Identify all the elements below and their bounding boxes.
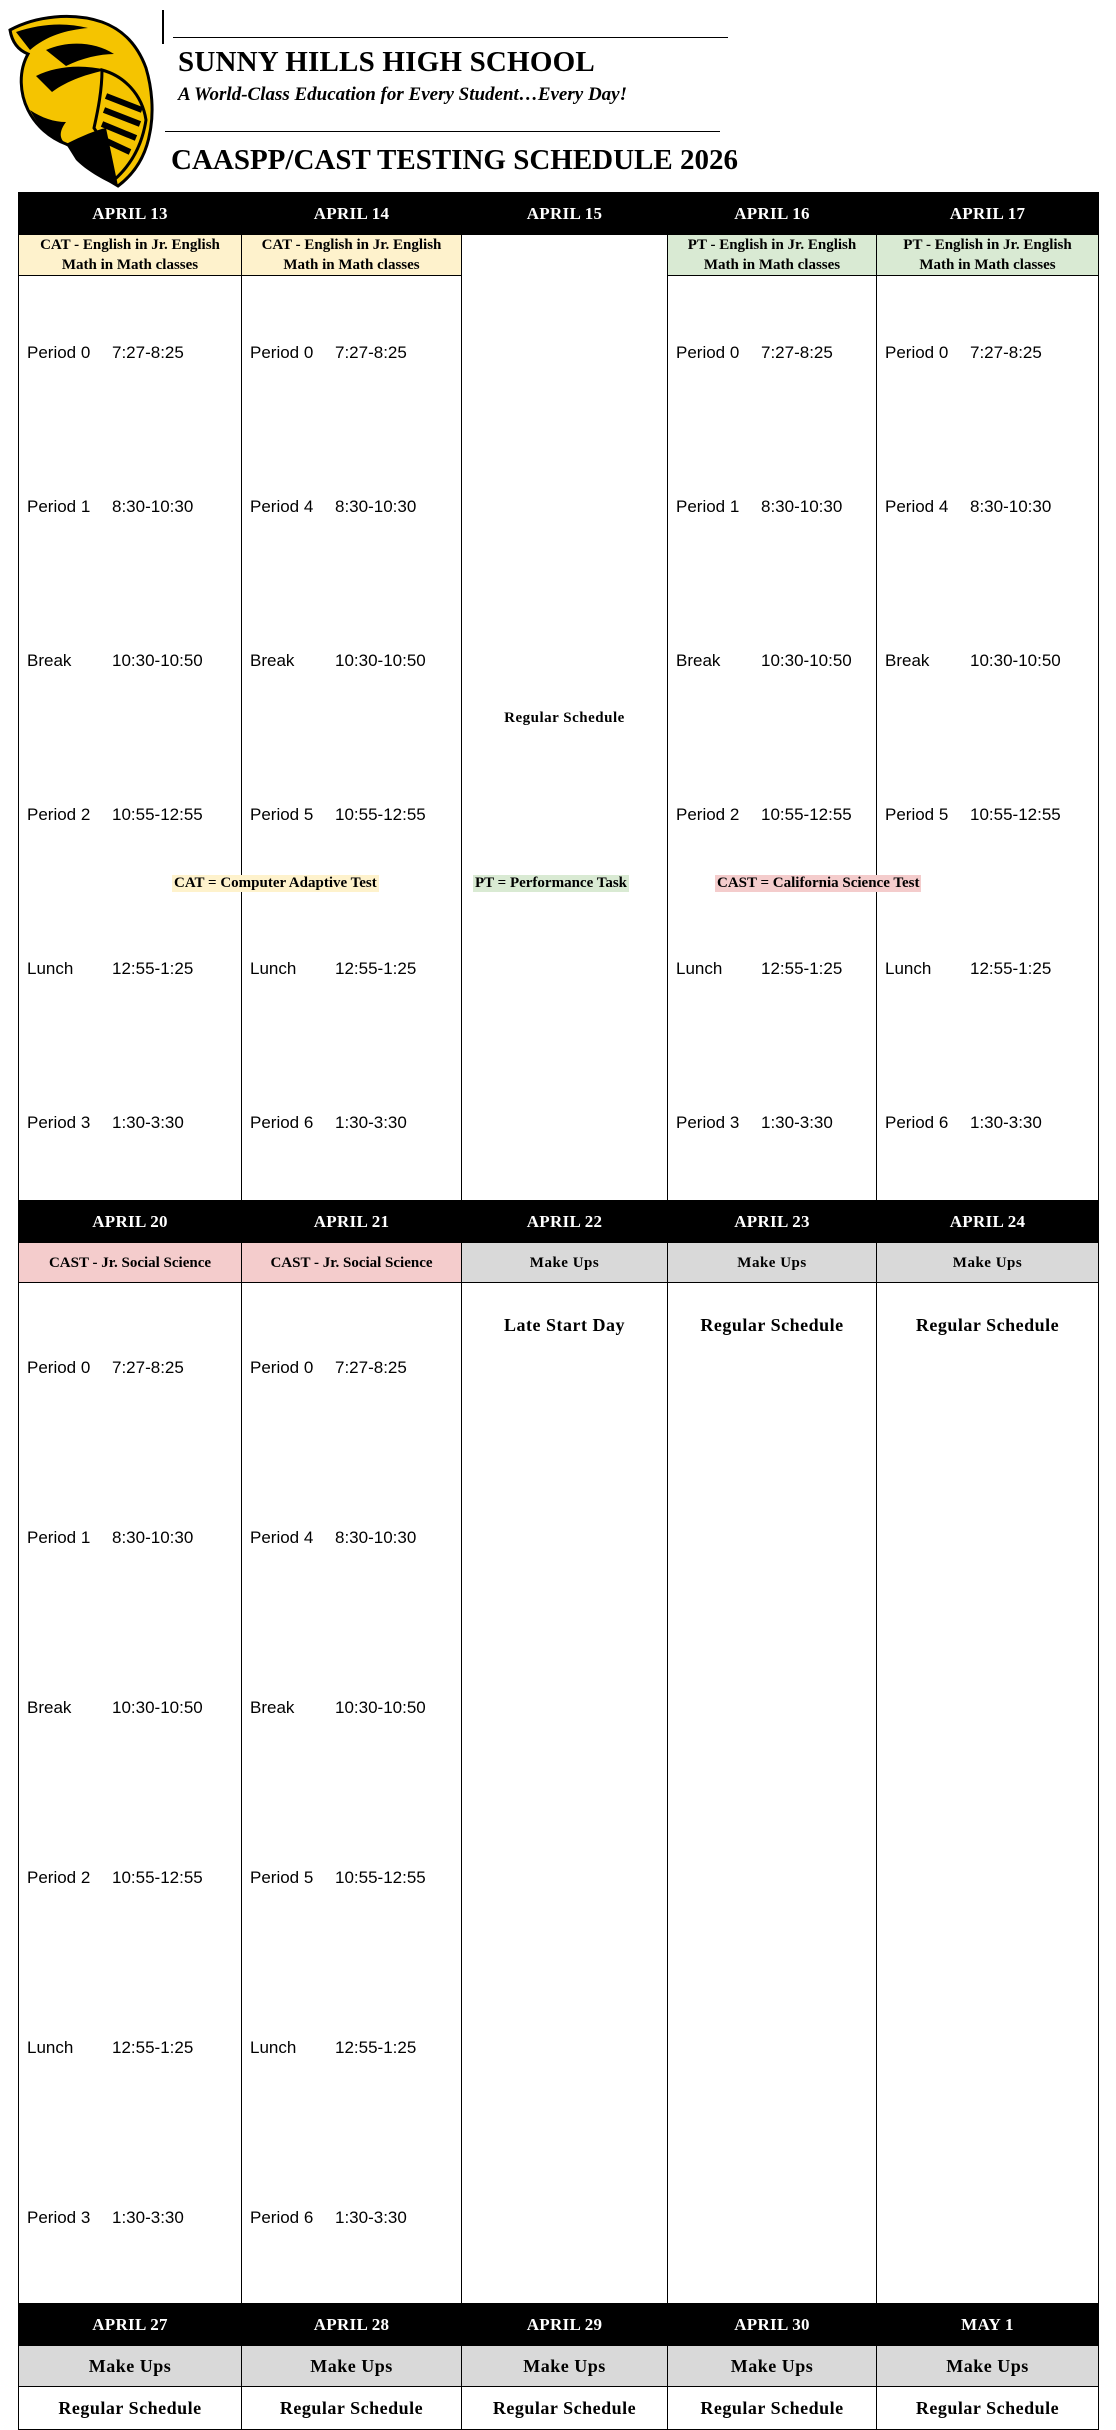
schedule-row xyxy=(877,276,1073,430)
test-line: Math in Math classes xyxy=(283,257,420,273)
schedule-row xyxy=(19,1046,215,1200)
makeups-cell: Make Ups xyxy=(462,1243,668,1283)
bell-schedule-cell xyxy=(19,276,242,1201)
period-time: 7:27-8:25 xyxy=(761,343,833,362)
regular-schedule-cell: Regular Schedule xyxy=(462,2387,668,2430)
test-line: Math in Math classes xyxy=(61,257,199,273)
regular-schedule-cell: Regular Schedule xyxy=(877,1283,1099,2304)
testing-schedule-table xyxy=(18,192,1099,2430)
period-time: 10:30-10:50 xyxy=(112,651,203,670)
period-label: Break xyxy=(885,651,930,670)
school-motto: A World-Class Education for Every Student…Every Day! xyxy=(178,84,627,105)
makeups-cell: Make Ups xyxy=(242,2346,462,2387)
period-time: 8:30-10:30 xyxy=(761,497,843,516)
period-label: Period 0 xyxy=(885,343,949,362)
period-time: 10:30-10:50 xyxy=(761,651,852,670)
schedule-row xyxy=(668,1046,864,1200)
test-cell-cat xyxy=(19,235,242,276)
bell-schedule xyxy=(668,276,864,1200)
period-time: 10:30-10:50 xyxy=(335,1698,426,1717)
schedule-row xyxy=(877,584,1073,738)
schedule-row xyxy=(242,738,438,892)
schedule-row xyxy=(877,738,1073,892)
period-time: 12:55-1:25 xyxy=(761,959,843,978)
date-header: APRIL 20 xyxy=(19,1201,242,1243)
schedule-row xyxy=(877,1046,1073,1200)
test-line: Math in Math classes xyxy=(919,257,1056,273)
date-header: APRIL 13 xyxy=(19,193,242,235)
schedule-row xyxy=(19,892,215,1046)
period-time: 10:55-12:55 xyxy=(335,1868,426,1887)
schedule-row xyxy=(242,1623,438,1793)
makeups-cell: Make Ups xyxy=(668,2346,877,2387)
schedule-row xyxy=(668,430,864,584)
period-time: 1:30-3:30 xyxy=(761,1113,833,1132)
test-line: PT - English in Jr. English xyxy=(687,237,857,253)
period-time: 8:30-10:30 xyxy=(970,497,1052,516)
schedule-row xyxy=(668,738,864,892)
schedule-row xyxy=(242,1453,438,1623)
schedule-row xyxy=(19,1453,215,1623)
schedule-row xyxy=(242,1963,438,2133)
date-header: APRIL 24 xyxy=(877,1201,1099,1243)
period-time: 10:55-12:55 xyxy=(335,805,426,824)
regular-schedule-cell: Regular Schedule xyxy=(19,2387,242,2430)
date-header: APRIL 16 xyxy=(668,193,877,235)
period-time: 10:30-10:50 xyxy=(112,1698,203,1717)
period-label: Lunch xyxy=(250,959,297,978)
makeups-cell: Make Ups xyxy=(19,2346,242,2387)
period-time: 10:55-12:55 xyxy=(112,805,203,824)
bell-schedule xyxy=(19,276,215,1200)
period-label: Period 0 xyxy=(27,1358,91,1377)
date-header: APRIL 27 xyxy=(19,2304,242,2346)
period-label: Break xyxy=(250,651,295,670)
period-label: Period 4 xyxy=(885,497,949,516)
test-line: Math in Math classes xyxy=(703,257,841,273)
knight-helmet-logo xyxy=(6,10,158,186)
schedule-row xyxy=(19,1283,215,1453)
period-time: 10:30-10:50 xyxy=(335,651,426,670)
regular-schedule-cell: Regular Schedule xyxy=(242,2387,462,2430)
period-label: Period 4 xyxy=(250,1528,314,1547)
schedule-row xyxy=(242,1793,438,1963)
schedule-row xyxy=(19,738,215,892)
regular-schedule-cell: Regular Schedule xyxy=(462,235,668,1201)
week-3-makeups-row xyxy=(19,2346,1099,2387)
period-label: Period 0 xyxy=(27,343,91,362)
bell-schedule-cell xyxy=(242,1283,462,2304)
date-header: APRIL 15 xyxy=(462,193,668,235)
period-label: Period 5 xyxy=(250,1868,314,1887)
date-header: APRIL 14 xyxy=(242,193,462,235)
period-label: Period 4 xyxy=(250,497,314,516)
period-label: Period 0 xyxy=(250,1358,314,1377)
regular-schedule-cell: Regular Schedule xyxy=(668,1283,877,2304)
bell-schedule-cell xyxy=(877,276,1099,1201)
period-time: 7:27-8:25 xyxy=(970,343,1042,362)
period-label: Lunch xyxy=(676,959,723,978)
test-line: PT - English in Jr. English xyxy=(903,237,1072,253)
test-cell-cast: CAST - Jr. Social Science xyxy=(242,1243,462,1283)
period-label: Period 1 xyxy=(676,497,740,516)
makeups-cell: Make Ups xyxy=(462,2346,668,2387)
period-label: Period 2 xyxy=(27,1868,91,1887)
header-bottom-rule xyxy=(165,131,720,132)
date-header: APRIL 23 xyxy=(668,1201,877,1243)
period-label: Period 1 xyxy=(27,497,91,516)
date-header: APRIL 22 xyxy=(462,1201,668,1243)
period-time: 7:27-8:25 xyxy=(112,1358,184,1377)
schedule-row xyxy=(19,276,215,430)
page-title: CAASPP/CAST TESTING SCHEDULE 2026 xyxy=(171,144,738,176)
week-2-schedule-row xyxy=(19,1283,1099,2304)
period-label: Period 2 xyxy=(27,805,91,824)
date-header: APRIL 30 xyxy=(668,2304,877,2346)
bell-schedule-cell xyxy=(19,1283,242,2304)
school-name: SUNNY HILLS HIGH SCHOOL xyxy=(178,46,595,78)
period-label: Break xyxy=(27,651,72,670)
bell-schedule-cell xyxy=(668,276,877,1201)
test-cell-pt xyxy=(877,235,1099,276)
schedule-row xyxy=(242,430,438,584)
legend-cat: CAT = Computer Adaptive Test xyxy=(174,875,377,891)
date-header: APRIL 21 xyxy=(242,1201,462,1243)
period-time: 1:30-3:30 xyxy=(335,2208,407,2227)
schedule-row xyxy=(668,276,864,430)
period-time: 8:30-10:30 xyxy=(335,1528,417,1547)
date-header: APRIL 28 xyxy=(242,2304,462,2346)
period-time: 8:30-10:30 xyxy=(112,497,194,516)
schedule-row xyxy=(242,1283,438,1453)
makeups-cell: Make Ups xyxy=(877,1243,1099,1283)
period-time: 8:30-10:30 xyxy=(112,1528,194,1547)
period-time: 7:27-8:25 xyxy=(112,343,184,362)
period-label: Lunch xyxy=(27,959,74,978)
period-time: 12:55-1:25 xyxy=(335,959,417,978)
period-time: 7:27-8:25 xyxy=(335,343,407,362)
period-time: 12:55-1:25 xyxy=(112,959,194,978)
week-2-date-row xyxy=(19,1201,1099,1243)
schedule-row xyxy=(242,276,438,430)
period-label: Period 0 xyxy=(676,343,740,362)
period-label: Period 6 xyxy=(250,1113,314,1132)
regular-schedule-cell: Regular Schedule xyxy=(668,2387,877,2430)
period-time: 1:30-3:30 xyxy=(970,1113,1042,1132)
week-1-test-row xyxy=(19,235,1099,276)
period-time: 1:30-3:30 xyxy=(112,1113,184,1132)
period-label: Period 6 xyxy=(885,1113,949,1132)
schedule-row xyxy=(877,892,1073,1046)
date-header: APRIL 29 xyxy=(462,2304,668,2346)
period-time: 1:30-3:30 xyxy=(335,1113,407,1132)
period-time: 1:30-3:30 xyxy=(112,2208,184,2227)
period-time: 12:55-1:25 xyxy=(970,959,1052,978)
schedule-row xyxy=(242,584,438,738)
schedule-row xyxy=(242,892,438,1046)
period-time: 10:30-10:50 xyxy=(970,651,1061,670)
period-label: Period 5 xyxy=(885,805,949,824)
schedule-row xyxy=(877,430,1073,584)
week-3-schedule-row xyxy=(19,2387,1099,2430)
period-label: Lunch xyxy=(885,959,932,978)
period-time: 10:55-12:55 xyxy=(112,1868,203,1887)
period-label: Break xyxy=(27,1698,72,1717)
period-label: Period 1 xyxy=(27,1528,91,1547)
schedule-row xyxy=(668,892,864,1046)
schedule-row xyxy=(668,584,864,738)
period-time: 10:55-12:55 xyxy=(761,805,852,824)
header-top-rule xyxy=(173,37,728,38)
period-label: Period 2 xyxy=(676,805,740,824)
period-label: Lunch xyxy=(27,2038,74,2057)
test-cell-pt xyxy=(668,235,877,276)
week-3-date-row xyxy=(19,2304,1099,2346)
schedule-row xyxy=(242,1046,438,1200)
period-time: 8:30-10:30 xyxy=(335,497,417,516)
schedule-row xyxy=(19,1623,215,1793)
period-time: 7:27-8:25 xyxy=(335,1358,407,1377)
period-time: 10:55-12:55 xyxy=(970,805,1061,824)
regular-schedule-cell: Regular Schedule xyxy=(877,2387,1099,2430)
test-line: CAT - English in Jr. English xyxy=(261,237,442,253)
bell-schedule xyxy=(877,276,1073,1200)
period-label: Period 3 xyxy=(27,1113,91,1132)
bell-schedule xyxy=(19,1283,215,2303)
legend-cast: CAST = California Science Test xyxy=(717,875,920,891)
schedule-row xyxy=(19,584,215,738)
header-vertical-rule xyxy=(162,10,164,44)
period-label: Break xyxy=(250,1698,295,1717)
schedule-row xyxy=(19,1793,215,1963)
period-label: Break xyxy=(676,651,721,670)
period-time: 12:55-1:25 xyxy=(335,2038,417,2057)
schedule-row xyxy=(19,1963,215,2133)
makeups-cell: Make Ups xyxy=(877,2346,1099,2387)
date-header: APRIL 17 xyxy=(877,193,1099,235)
bell-schedule xyxy=(242,276,438,1200)
period-label: Period 3 xyxy=(676,1113,740,1132)
test-cell-cat xyxy=(242,235,462,276)
late-start-cell: Late Start Day xyxy=(462,1283,668,2304)
schedule-row xyxy=(242,2133,438,2303)
period-label: Period 6 xyxy=(250,2208,314,2227)
bell-schedule xyxy=(242,1283,438,2303)
week-2-test-row xyxy=(19,1243,1099,1283)
week-1-date-row xyxy=(19,193,1099,235)
legend-pt: PT = Performance Task xyxy=(475,875,628,891)
bell-schedule-cell xyxy=(242,276,462,1201)
makeups-cell: Make Ups xyxy=(668,1243,877,1283)
period-label: Period 5 xyxy=(250,805,314,824)
period-label: Period 3 xyxy=(27,2208,91,2227)
schedule-row xyxy=(19,2133,215,2303)
test-line: CAT - English in Jr. English xyxy=(40,237,220,253)
period-label: Lunch xyxy=(250,2038,297,2057)
schedule-row xyxy=(19,430,215,584)
period-time: 12:55-1:25 xyxy=(112,2038,194,2057)
date-header: MAY 1 xyxy=(877,2304,1099,2346)
period-label: Period 0 xyxy=(250,343,314,362)
test-cell-cast: CAST - Jr. Social Science xyxy=(19,1243,242,1283)
